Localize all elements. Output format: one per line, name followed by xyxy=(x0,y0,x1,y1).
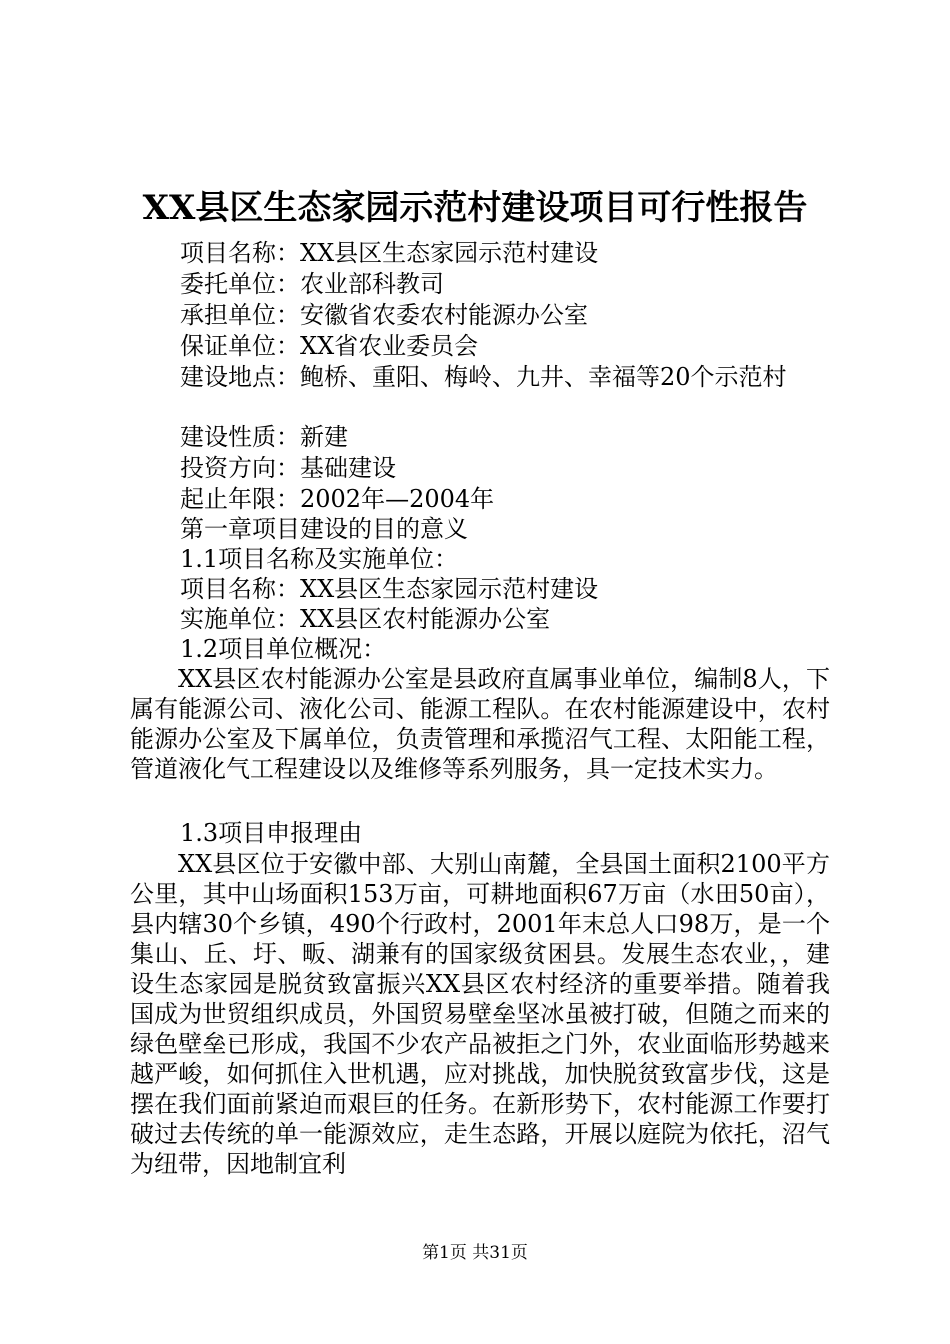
section-1-2-heading: 1.2项目单位概况： xyxy=(180,635,387,663)
info-period: 起止年限：2002年—2004年 xyxy=(180,485,495,513)
section-1-3-heading: 1.3项目申报理由 xyxy=(180,819,363,847)
info-commissioning-unit: 委托单位：农业部科教司 xyxy=(180,270,444,298)
paragraph-application-reasons: XX县区位于安徽中部、大别山南麓，全县国土面积2100平方公里，其中山场面积153万亩，可耕地面积67万亩（水田50亩），县内辖30个乡镇，490个行政村，2001年末总人口98万，是一个集山、丘、圩、畈、湖兼有的国家级贫困县。发展生态农业，，建设生态家园是脱贫致富振兴XX县区农村经济的重要举措。随着我国成为世贸组织成员，外国贸易壁垒坚冰虽被打破，但随之而来的绿色壁垒已形成，我国不少农产品被拒之门外，农业面临形势越来越严峻，如何抓住入世机遇，应对挑战，加快脱贫致富步伐，这是摆在我们面前紧迫而艰巨的任务。在新形势下，农村能源工作要打破过去传统的单一能源效应，走生态路，开展以庭院为依托，沼气为纽带，因地制宜利 xyxy=(130,850,830,1178)
info-undertaking-unit: 承担单位：安徽省农委农村能源办公室 xyxy=(180,301,588,329)
info-project-name: 项目名称：XX县区生态家园示范村建设 xyxy=(180,239,599,267)
info-investment-direction: 投资方向：基础建设 xyxy=(180,454,396,482)
page-number-footer: 第1页 共31页 xyxy=(422,1243,528,1263)
section-1-1-project-name: 项目名称：XX县区生态家园示范村建设 xyxy=(180,575,599,603)
section-1-1-heading: 1.1项目名称及实施单位： xyxy=(180,545,459,573)
chapter-1-heading: 第一章项目建设的目的意义 xyxy=(180,515,468,543)
info-construction-nature: 建设性质：新建 xyxy=(180,423,348,451)
document-title: XX县区生态家园示范村建设项目可行性报告 xyxy=(142,188,808,228)
info-construction-site: 建设地点：鲍桥、重阳、梅岭、九井、幸福等20个示范村 xyxy=(180,363,787,391)
section-1-1-implementing-unit: 实施单位：XX县区农村能源办公室 xyxy=(180,605,551,633)
info-guarantee-unit: 保证单位：XX省农业委员会 xyxy=(180,332,479,360)
paragraph-unit-overview: XX县区农村能源办公室是县政府直属事业单位，编制8人，下属有能源公司、液化公司、能源工程队。在农村能源建设中，农村能源办公室及下属单位，负责管理和承揽沼气工程、太阳能工程，管道液化气工程建设以及维修等系列服务，具一定技术实力。 xyxy=(130,665,830,783)
